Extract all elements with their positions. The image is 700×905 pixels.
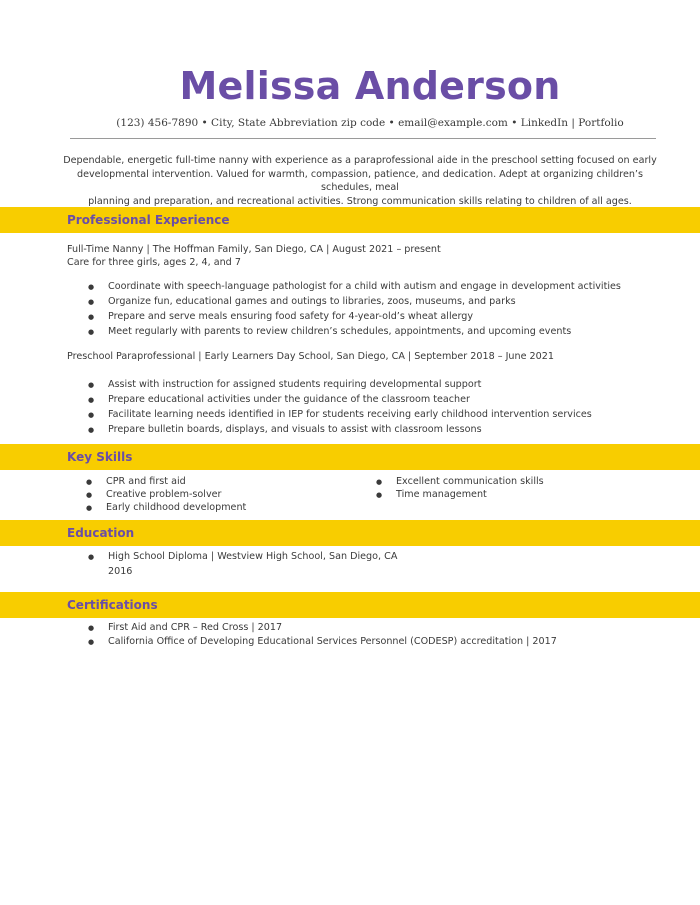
education-item: ● High School Diploma | Westview High School, San Diego, CA — [108, 551, 397, 562]
certification-item: ● First Aid and CPR – Red Cross | 2017 — [108, 622, 282, 633]
summary-line: planning and preparation, and recreational activities. Strong communication skills relating to children of all ages. — [88, 195, 632, 207]
section-band-skills — [0, 444, 700, 470]
summary-line: developmental intervention. Valued for warmth, compassion, patience, and dedication. Adept at organizing children’s schedules, meal — [77, 168, 643, 193]
job-bullet: ● Prepare bulletin boards, displays, and visuals to assist with classroom lessons — [108, 424, 482, 435]
job-bullet: ● Meet regularly with parents to review children’s schedules, appointments, and upcoming events — [108, 326, 571, 337]
section-band-education — [0, 520, 700, 546]
section-band-experience — [0, 207, 700, 233]
job-bullet: ● Prepare and serve meals ensuring food safety for 4-year-old’s wheat allergy — [108, 311, 473, 322]
job-bullet: ● Organize fun, educational games and outings to libraries, zoos, museums, and parks — [108, 296, 516, 307]
skill-item: ● Time management — [396, 489, 487, 500]
job-bullet: ● Prepare educational activities under the guidance of the classroom teacher — [108, 394, 470, 405]
job-title: Full-Time Nanny | The Hoffman Family, San Diego, CA | August 2021 – present — [67, 244, 441, 255]
contact-info: (123) 456-7890 • City, State Abbreviation zip code • email@example.com • LinkedIn | Portfolio — [116, 117, 624, 129]
section-heading-certifications: Certifications — [67, 598, 158, 612]
education-year: 2016 — [108, 566, 133, 577]
section-heading-experience: Professional Experience — [67, 213, 230, 227]
job-bullet: ● Facilitate learning needs identified in IEP for students receiving early childhood intervention services — [108, 409, 592, 420]
summary-line: Dependable, energetic full-time nanny with experience as a paraprofessional aide in the preschool setting focused on early — [63, 155, 657, 166]
job-subtitle: Care for three girls, ages 2, 4, and 7 — [67, 257, 241, 268]
summary — [60, 154, 660, 208]
skill-item: ● CPR and first aid — [106, 476, 186, 487]
section-heading-skills: Key Skills — [67, 450, 133, 464]
header-divider — [70, 138, 656, 139]
skill-item: ● Creative problem-solver — [106, 489, 222, 500]
job-bullet: ● Assist with instruction for assigned students requiring developmental support — [108, 379, 481, 390]
skill-item: ● Early childhood development — [106, 502, 246, 513]
section-band-certifications — [0, 592, 700, 618]
job-title: Preschool Paraprofessional | Early Learners Day School, San Diego, CA | September 2018 – June 2021 — [67, 351, 554, 362]
candidate-name: Melissa Anderson — [179, 64, 561, 108]
certification-item: ● California Office of Developing Educational Services Personnel (CODESP) accreditation | 2017 — [108, 636, 557, 647]
section-heading-education: Education — [67, 526, 135, 540]
skill-item: ● Excellent communication skills — [396, 476, 544, 487]
job-bullet: ● Coordinate with speech-language pathologist for a child with autism and engage in development activities — [108, 281, 621, 292]
